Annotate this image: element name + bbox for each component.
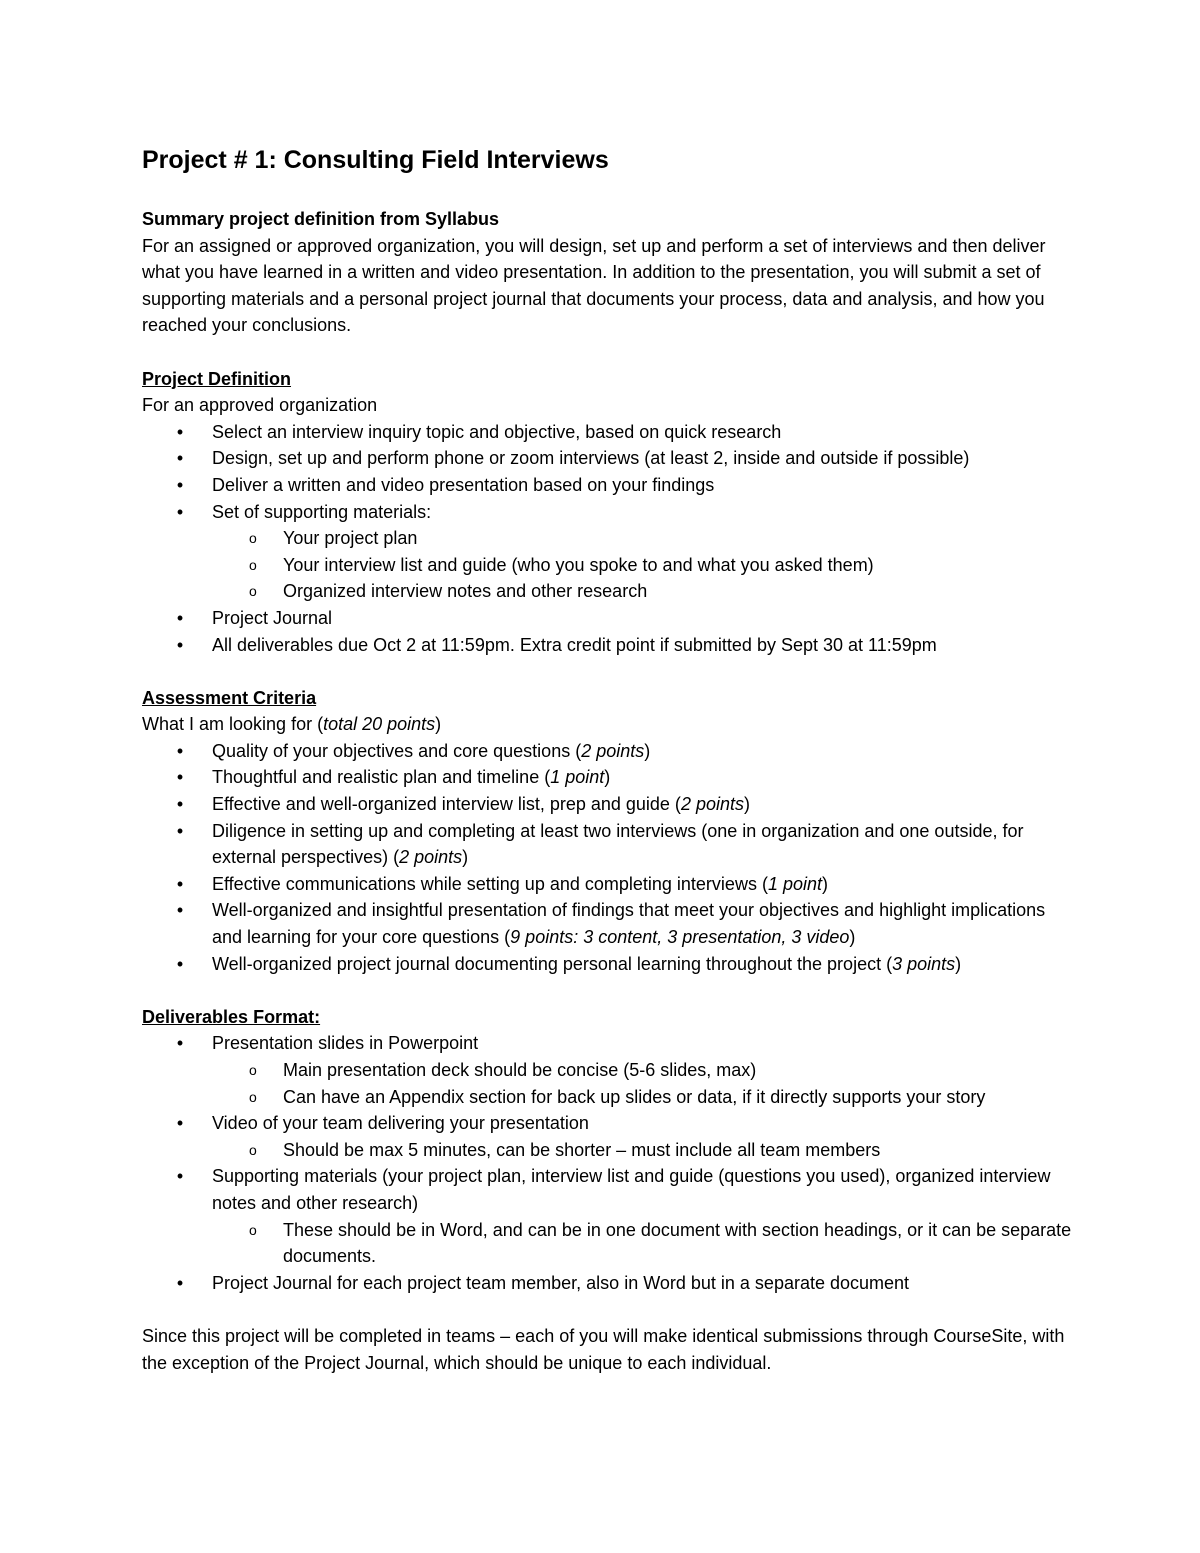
sub-list-item: o These should be in Word, and can be in one document with section headings, or it can be separate documents.: [212, 1217, 1077, 1270]
sub-list-item: o Can have an Appendix section for back up slides or data, if it directly supports your story: [212, 1084, 1077, 1111]
bullet-icon: •: [176, 607, 184, 628]
bullet-icon: •: [176, 953, 184, 974]
closing-text: Since this project will be completed in teams – each of you will make identical submissions through CourseSite, with the exception of the Project Journal, which should be unique to each individual.: [142, 1325, 1065, 1373]
bullet-icon: •: [176, 900, 184, 921]
supporting-materials-sublist: [212, 525, 1077, 605]
sub-bullet-icon: o: [249, 556, 257, 573]
deliverables-list: [142, 1030, 1077, 1296]
spacer: [142, 658, 1077, 685]
bullet-icon: •: [176, 634, 184, 655]
sub-bullet-icon: o: [249, 1141, 257, 1158]
document-body: [142, 140, 1077, 1376]
bullet-icon: •: [176, 421, 184, 442]
list-item: • Deliver a written and video presentation based on your findings: [142, 472, 1077, 499]
sub-list-item: o Should be max 5 minutes, can be shorter – must include all team members: [212, 1137, 1077, 1164]
bullet-icon: •: [176, 794, 184, 815]
spacer: [142, 977, 1077, 1004]
list-item: • Thoughtful and realistic plan and timeline (1 point): [142, 764, 1077, 791]
sub-list-item: o Your interview list and guide (who you spoke to and what you asked them): [212, 552, 1077, 579]
list-item: • Project Journal: [142, 605, 1077, 632]
list-item: • All deliverables due Oct 2 at 11:59pm. Extra credit point if submitted by Sept 30 at 11:59pm: [142, 632, 1077, 659]
spacer: [142, 1296, 1077, 1323]
list-item: • Set of supporting materials: o Your project plan o Your interview list and guide (who you spoke to and what you asked them) o Organized interview notes and other research: [142, 499, 1077, 605]
bullet-icon: •: [176, 1272, 184, 1293]
video-sublist: [212, 1137, 1077, 1164]
definition-heading: Project Definition: [142, 368, 292, 389]
summary-text: For an assigned or approved organization, you will design, set up and perform a set of interviews and then deliver what you have learned in a written and video presentation. In addition to the presentation, you will submit a set of supporting materials and a personal project journal that documents your process, data and analysis, and how you reached your conclusions.: [142, 235, 1046, 336]
definition-intro: For an approved organization: [142, 395, 378, 416]
list-item: • Effective and well-organized interview list, prep and guide (2 points): [142, 791, 1077, 818]
sub-list-item: o Main presentation deck should be concise (5-6 slides, max): [212, 1057, 1077, 1084]
list-item: • Supporting materials (your project plan, interview list and guide (questions you used), organized interview notes and other research) o These should be in Word, and can be in one document with section headings, or it can be separate documents.: [142, 1163, 1077, 1269]
bullet-icon: •: [176, 501, 184, 522]
list-item: • Diligence in setting up and completing at least two interviews (one in organization and one outside, for external perspectives) (2 points): [142, 818, 1077, 871]
slides-sublist: [212, 1057, 1077, 1110]
list-item: • Design, set up and perform phone or zoom interviews (at least 2, inside and outside if possible): [142, 445, 1077, 472]
summary-heading: Summary project definition from Syllabus: [142, 209, 500, 229]
list-item: • Well-organized project journal documenting personal learning throughout the project (3 points): [142, 951, 1077, 978]
list-item: • Effective communications while setting up and completing interviews (1 point): [142, 871, 1077, 898]
bullet-icon: •: [176, 820, 184, 841]
list-item: • Project Journal for each project team member, also in Word but in a separate document: [142, 1270, 1077, 1297]
assessment-heading: Assessment Criteria: [142, 687, 317, 708]
deliverables-heading: Deliverables Format:: [142, 1006, 321, 1027]
sub-bullet-icon: o: [249, 1088, 257, 1105]
sub-bullet-icon: o: [249, 1221, 257, 1238]
bullet-icon: •: [176, 1033, 184, 1054]
list-item: • Select an interview inquiry topic and objective, based on quick research: [142, 419, 1077, 446]
assessment-list: [142, 738, 1077, 977]
spacer: [142, 339, 1077, 366]
sub-bullet-icon: o: [249, 530, 257, 547]
bullet-icon: •: [176, 873, 184, 894]
bullet-icon: •: [176, 767, 184, 788]
sub-list-item: o Your project plan: [212, 525, 1077, 552]
page-title: Project # 1: Consulting Field Interviews: [142, 146, 609, 174]
bullet-icon: •: [176, 448, 184, 469]
bullet-icon: •: [176, 740, 184, 761]
sub-list-item: o Organized interview notes and other research: [212, 578, 1077, 605]
supporting-sublist: [212, 1217, 1077, 1270]
assessment-intro: What I am looking for (total 20 points): [142, 714, 442, 735]
list-item: • Well-organized and insightful presentation of findings that meet your objectives and highlight implications and learning for your core questions (9 points: 3 content, 3 presentation, 3 video): [142, 897, 1077, 950]
sub-bullet-icon: o: [249, 1062, 257, 1078]
bullet-icon: •: [176, 1113, 184, 1134]
list-item: • Quality of your objectives and core questions (2 points): [142, 738, 1077, 765]
sub-bullet-icon: o: [249, 583, 257, 600]
list-item: • Video of your team delivering your presentation o Should be max 5 minutes, can be shorter – must include all team members: [142, 1110, 1077, 1163]
bullet-icon: •: [176, 474, 184, 495]
bullet-icon: •: [176, 1166, 184, 1187]
definition-list: [142, 419, 1077, 658]
list-item: • Presentation slides in Powerpoint o Main presentation deck should be concise (5-6 slides, max) o Can have an Appendix section for back up slides or data, if it directly supports your story: [142, 1030, 1077, 1110]
